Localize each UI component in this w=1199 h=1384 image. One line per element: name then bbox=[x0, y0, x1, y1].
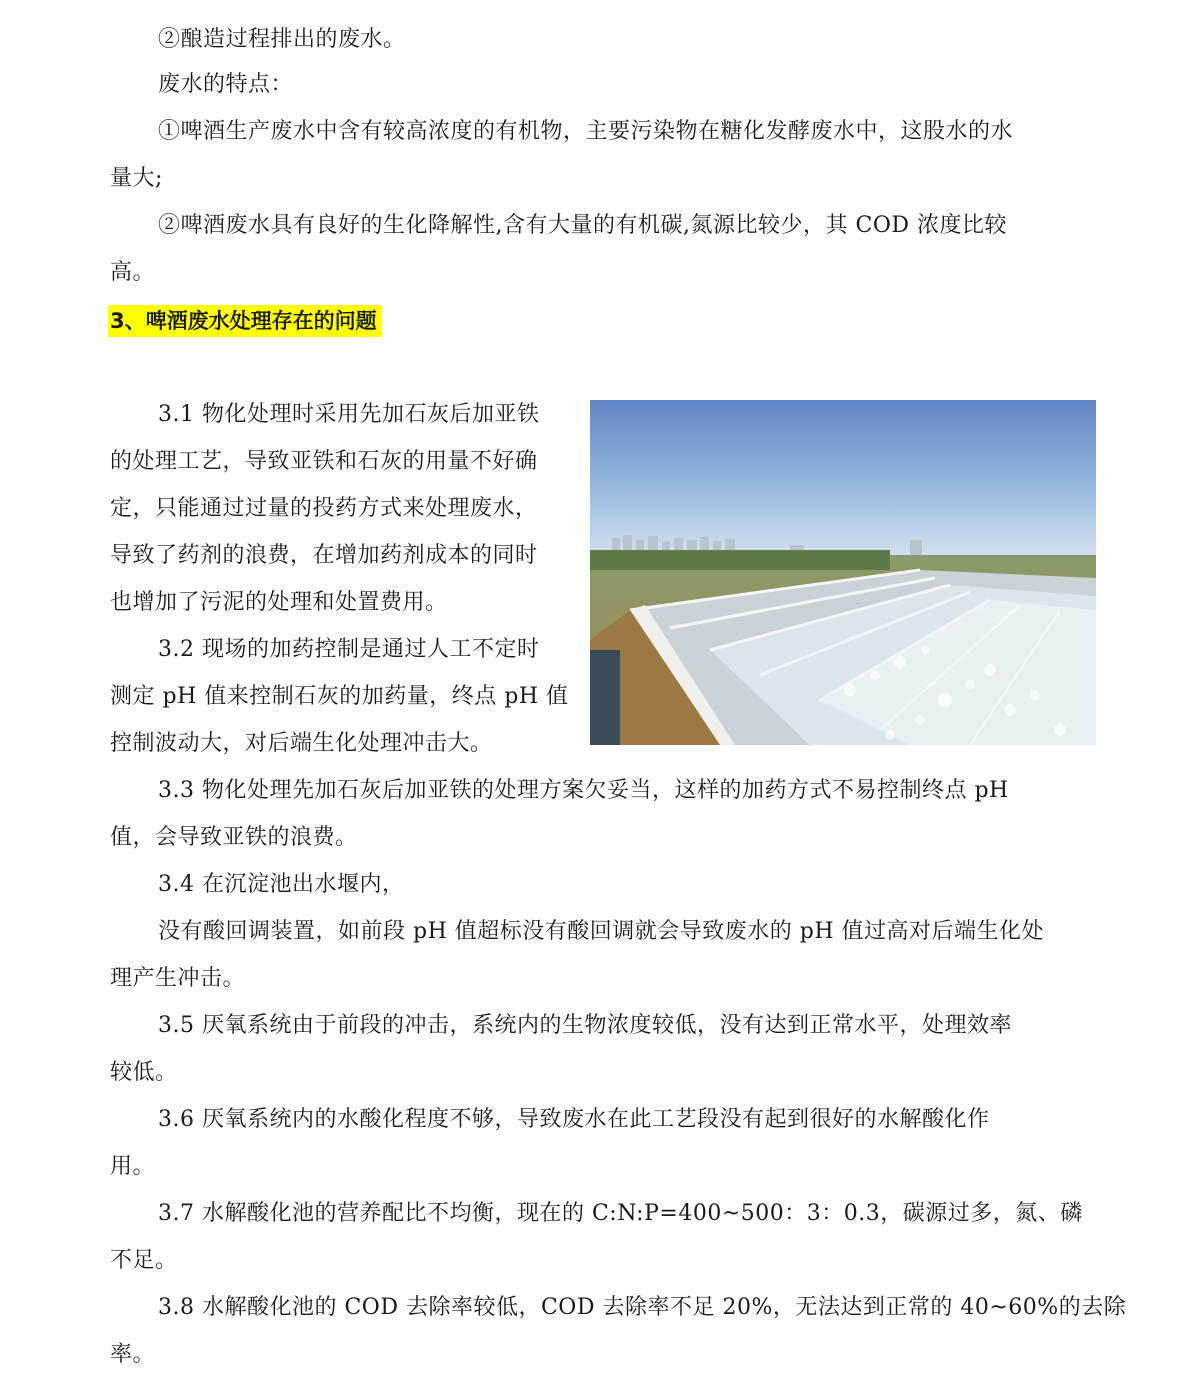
feature-2-line-1: ②啤酒废水具有良好的生化降解性,含有大量的有机碳,氮源比较少，其 COD 浓度比较 bbox=[158, 213, 1007, 238]
p32-line-3: 控制波动大，对后端生化处理冲击大。 bbox=[110, 731, 493, 756]
paragraph-item-2: ②酿造过程排出的废水。 bbox=[158, 27, 406, 52]
p31-line-5: 也增加了污泥的处理和处置费用。 bbox=[110, 590, 448, 615]
features-label: 废水的特点： bbox=[158, 72, 294, 97]
p37-line-2: 不足。 bbox=[110, 1248, 178, 1273]
section-heading: 3、啤酒废水处理存在的问题 bbox=[108, 305, 381, 337]
p33-line-2: 值，会导致亚铁的浪费。 bbox=[110, 825, 358, 850]
p36-line-1: 3.6 厌氧系统内的水酸化程度不够，导致废水在此工艺段没有起到很好的水解酸化作 bbox=[158, 1107, 990, 1132]
p31-line-1: 3.1 物化处理时采用先加石灰后加亚铁 bbox=[158, 402, 540, 427]
p31-line-4: 导致了药剂的浪费，在增加药剂成本的同时 bbox=[110, 543, 538, 568]
p38-line-1: 3.8 水解酸化池的 COD 去除率较低，COD 去除率不足 20%，无法达到正常的 40~60%的去除 bbox=[158, 1295, 1127, 1320]
p35-line-1: 3.5 厌氧系统由于前段的冲击，系统内的生物浓度较低，没有达到正常水平，处理效率 bbox=[158, 1013, 1012, 1038]
p37-line-1: 3.7 水解酸化池的营养配比不均衡，现在的 C:N:P=400~500：3：0.3，碳源过多，氮、磷 bbox=[158, 1201, 1083, 1226]
p34-line-2: 没有酸回调装置，如前段 pH 值超标没有酸回调就会导致废水的 pH 值过高对后端生化处 bbox=[158, 919, 1045, 944]
p36-line-2: 用。 bbox=[110, 1154, 156, 1179]
p32-line-2: 测定 pH 值来控制石灰的加药量，终点 pH 值 bbox=[110, 684, 569, 709]
p35-line-2: 较低。 bbox=[110, 1060, 178, 1085]
p38-line-2: 率。 bbox=[110, 1342, 156, 1367]
feature-2-line-2: 高。 bbox=[110, 260, 156, 285]
p31-line-3: 定，只能通过过量的投药方式来处理废水， bbox=[110, 496, 538, 521]
p32-line-1: 3.2 现场的加药控制是通过人工不定时 bbox=[158, 637, 540, 662]
feature-1-line-1: ①啤酒生产废水中含有较高浓度的有机物，主要污染物在糖化发酵废水中，这股水的水 bbox=[158, 119, 1014, 144]
p34-line-3: 理产生冲击。 bbox=[110, 966, 246, 991]
p34-line-1: 3.4 在沉淀池出水堰内， bbox=[158, 872, 405, 897]
wastewater-treatment-plant-photo bbox=[590, 400, 1096, 745]
p31-line-2: 的处理工艺，导致亚铁和石灰的用量不好确 bbox=[110, 449, 538, 474]
p33-line-1: 3.3 物化处理先加石灰后加亚铁的处理方案欠妥当，这样的加药方式不易控制终点 pH bbox=[158, 778, 1009, 803]
feature-1-line-2: 量大; bbox=[110, 166, 163, 191]
